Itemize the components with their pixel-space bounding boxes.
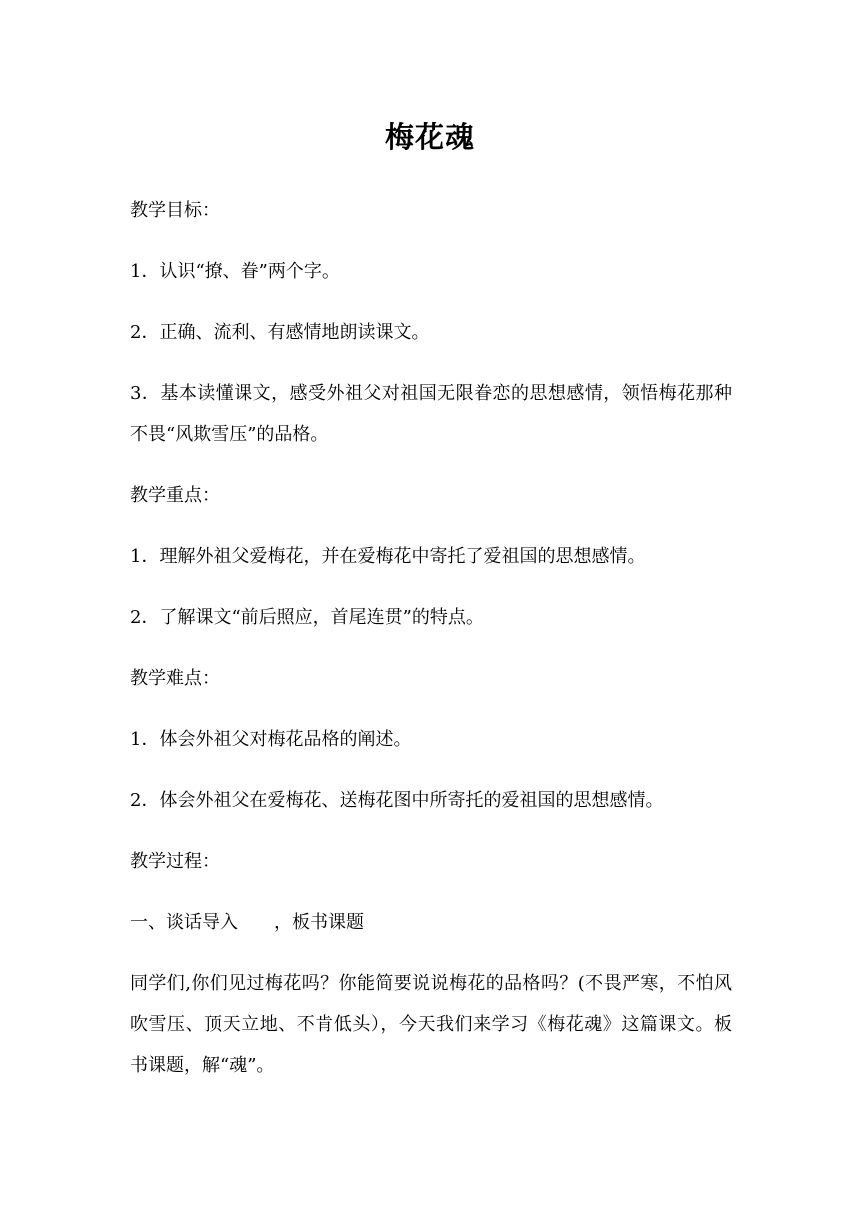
difficulty-item: 1．体会外祖父对梅花品格的阐述。 bbox=[130, 729, 412, 750]
process-step-heading: 一、谈话导入 ，板书课题 bbox=[130, 912, 364, 933]
objective-item: 2．正确、流利、有感情地朗读课文。 bbox=[130, 322, 430, 343]
key-point-item: 2．了解课文“前后照应，首尾连贯”的特点。 bbox=[130, 607, 484, 628]
heading-process: 教学过程： bbox=[130, 851, 220, 872]
objective-item: 3．基本读懂课文，感受外祖父对祖国无限眷恋的思想感情，领悟梅花那种不畏“风欺雪压”的品格。 bbox=[130, 383, 732, 445]
document-body bbox=[130, 190, 732, 1106]
heading-objectives: 教学目标： bbox=[130, 200, 220, 221]
objective-item: 1．认识“撩、眷”两个字。 bbox=[130, 261, 340, 282]
heading-difficulties: 教学难点： bbox=[130, 668, 220, 689]
document-title: 梅花魂 bbox=[384, 120, 475, 154]
process-paragraph: 同学们,你们见过梅花吗？你能简要说说梅花的品格吗？(不畏严寒，不怕风吹雪压、顶天立地、不肯低头），今天我们来学习《梅花魂》这篇课文。板书课题，解“魂”。 bbox=[130, 973, 732, 1076]
difficulty-item: 2．体会外祖父在爱梅花、送梅花图中所寄托的爱祖国的思想感情。 bbox=[130, 790, 664, 811]
heading-key-points: 教学重点： bbox=[130, 485, 220, 506]
key-point-item: 1．理解外祖父爱梅花，并在爱梅花中寄托了爱祖国的思想感情。 bbox=[130, 546, 646, 567]
